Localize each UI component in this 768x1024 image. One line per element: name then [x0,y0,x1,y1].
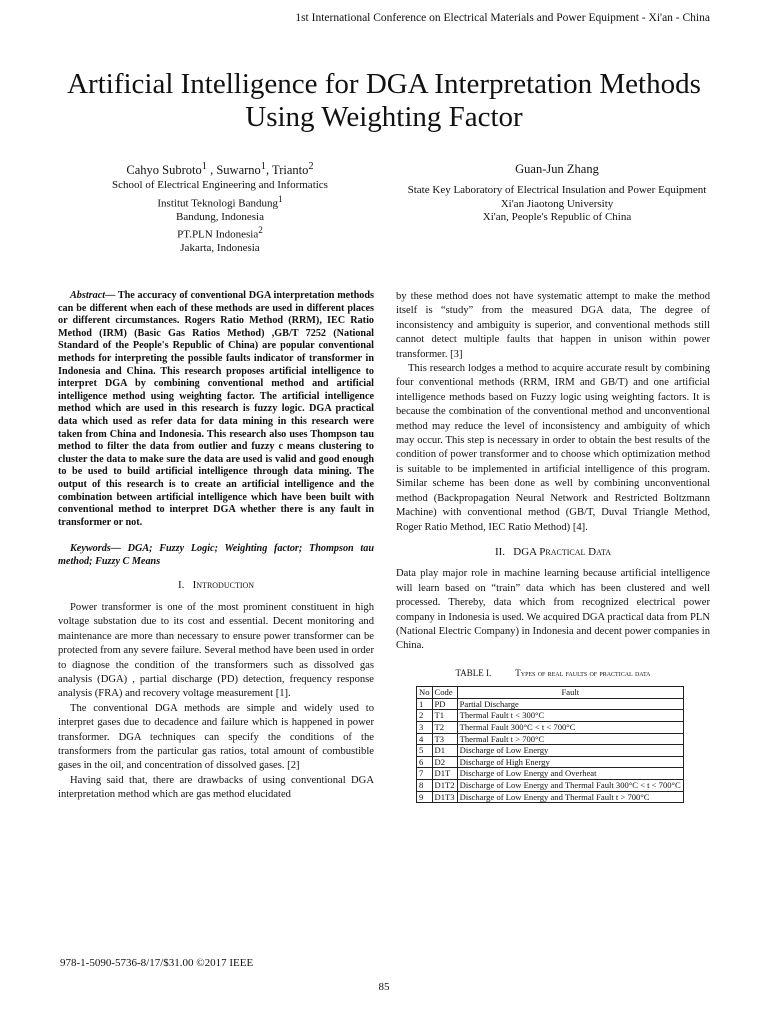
section-rest: ata [596,545,612,558]
table-cell: Thermal Fault t > 700°C [457,733,683,745]
affiliation-line: Xi'an Jiaotong University [500,197,614,210]
table-cell: Thermal Fault 300°C < t < 700°C [457,721,683,733]
table-cell: 2 [417,710,433,722]
abstract-dash: — [105,290,118,301]
paragraph: by these method does not have systematic attempt to make the method itself is “study” from the measured DGA data, The degree of inconsistency and ambiguity is superior, and conventional methods still cannot detect multiple faults that happen in unison within power transformer. [3] [396,291,710,360]
keywords-label: Keywords [70,543,111,555]
table-row [417,710,684,722]
table-caption [396,666,710,680]
author-separator: , [266,163,273,178]
table-row [417,698,684,710]
abstract-text: The accuracy of conventional DGA interpretation methods can be different when each of these methods are used in different places or different circumstances. Rogers Ratio Method (RRM), IEC Ratio Method (IRM) (Basic Gas Ratios Method) ,GB/T 7252 (National Standard of the People's Republic of China) are popular conventional methods for interpreting the possible faults indicator of transformer in Indonesia and China. This research proposes artificial intelligence to interpret DGA by combining conventional method and artificial intelligence method using weighting factor. The artificial intelligence method which are used in this research is fuzzy logic. DGA practical data which used as refer data for data mining in this research were taken from China and Indonesia. This research also uses Thompson tau method to filter the data from outlier and fuzzy c means clustering to cluster the data to make sure the data are used is valid and good enough to be used to build artificial intelligence through data mining. The output of this research is to create an artificial intelligence and the combination between artificial intelligence which have been built with conventional method to interpret DGA whether there is any fault in transformer or not. [58,290,374,528]
table-cell: D1T2 [432,779,457,791]
table-row [417,779,684,791]
paragraph: The conventional DGA methods are simple and widely used to interpret gases due to decadence and failure which is happened in power transformer. DGA techniques can specify the conditions of the transformers from the particular gas ratios, total amount of combustible gases in the oil, and concentration of dissolved gases. [2] [58,702,374,772]
table-cell: D1T [432,768,457,780]
table-cell: T2 [432,721,457,733]
author-names-left [60,158,380,179]
affiliation-line: School of Electrical Engineering and Informatics [112,179,328,192]
table-cell: 1 [417,698,433,710]
affiliation-sup: 1 [278,193,283,204]
paragraph: This research lodges a method to acquire accurate result by combining four conventional methods (RRM, IRM and GB/T) and one artificial intelligence methods based on Fuzzy logic using weighting factors. It is because the combination of the conventional method and unconventional method may reduce the level of inconsistency and ambiguity of which may occur. This step is necessary in order to obtain the best results of the condition of power transformer and to choose which optimization method is suitable to be implemented in artificial intelligence of this program. Similar scheme has been done as well by combining unconventional method (Backpropagation Neural Network and Restricted Boltzmann Machine) with conventional method (GB/T, Duval Triangle Method, Roger Ratio Method, IEC Ratio Method) [4]. [396,363,710,533]
author-name: Trianto [272,163,309,178]
author-separator: , [206,163,217,178]
section-initial: D [585,545,597,558]
section-initial: DGA P [513,545,546,558]
table-row [417,791,684,803]
conference-header: 1st International Conference on Electrical Materials and Power Equipment - Xi'an - China [295,12,710,24]
author-block-left [60,158,380,256]
table-cell: Discharge of Low Energy and Thermal Fault t > 700°C [457,791,683,803]
section-heading-introduction [58,578,374,592]
table-cell: T3 [432,733,457,745]
paragraph: Having said that, there are drawbacks of using conventional DGA interpretation method which are gas method elucidated [58,774,374,801]
table-cell: Discharge of Low Energy [457,745,683,757]
table-row [417,768,684,780]
table-cell: 9 [417,791,433,803]
footer-isbn: 978-1-5090-5736-8/17/$31.00 ©2017 IEEE [60,957,254,969]
page-number: 85 [378,981,390,993]
table-row [417,721,684,733]
section-number: II. [494,545,506,558]
author-sup: 1 [260,161,266,172]
affiliation-line [60,193,380,211]
table-row [417,756,684,768]
table-cell: D1 [432,745,457,757]
table-cell: 6 [417,756,433,768]
table-cell: Discharge of Low Energy and Overheat [457,768,683,780]
table-caption-text: Types of real faults of practical data [515,667,651,678]
paragraph: Power transformer is one of the most prominent constituent in high voltage substation due to its cost and essential. Decent monitoring and maintenance are more than necessary to ensure power transformer can be protected from any severe failure. Several method have been used in order to diagnose the condition of the transformers such as dissolved gas analysis (DGA) , partial discharge (PD) detection, frequency response analysis (FRA) and recovery voltage measurement [1]. [58,601,374,700]
section-number: I. [177,579,185,592]
author-block-right [392,161,722,225]
affiliation-sup: 2 [258,225,263,236]
table-header-code: Code [432,687,457,699]
author-sup: 2 [308,161,314,172]
affiliation-line: Xi'an, People's Republic of China [482,211,632,223]
table-cell: Discharge of High Energy [457,756,683,768]
paper-title: Artificial Intelligence for DGA Interpretation Methods Using Weighting Factor [67,68,701,133]
table-cell: Discharge of Low Energy and Thermal Fault 300°C < t < 700°C [457,779,683,791]
affiliation-text: Institut Teknologi Bandung [157,197,279,210]
faults-table [416,686,684,803]
table-cell: Partial Discharge [457,698,683,710]
affiliation-line: Jakarta, Indonesia [180,242,260,255]
table-cell: D1T3 [432,791,457,803]
table-header-no: No [417,687,433,699]
table-cell: 3 [417,721,433,733]
section-initial: I [192,579,197,592]
author-name: Suwarno [216,163,261,178]
section-heading-dga-practical-data [396,545,710,559]
table-label: TABLE I. [455,667,492,678]
abstract [58,290,374,529]
table-cell: 5 [417,745,433,757]
table-row [417,733,684,745]
affiliation-line: State Key Laboratory of Electrical Insulation and Power Equipment [407,184,707,196]
table-cell: PD [432,698,457,710]
keywords-text: — DGA; Fuzzy Logic; Weighting factor; Thompson tau method; Fuzzy C Means [58,543,374,567]
author-name: Cahyo Subroto [126,163,202,178]
section-rest: ractical [545,545,586,558]
column-left [58,290,374,803]
affiliation-text: PT.PLN Indonesia [177,228,259,241]
table-cell: Thermal Fault t < 300°C [457,710,683,722]
table-header-row [417,687,684,699]
table-cell: D2 [432,756,457,768]
affiliation-line: Bandung, Indonesia [176,210,264,223]
author-sup: 1 [201,161,207,172]
table-cell: T1 [432,710,457,722]
table-header-fault: Fault [457,687,683,699]
table-cell: 8 [417,779,433,791]
table-row [417,745,684,757]
table-cell: 4 [417,733,433,745]
table-cell: 7 [417,768,433,780]
keywords [58,543,374,568]
affiliation-line [60,224,380,242]
section-rest: ntroduction [196,579,255,592]
column-right [396,290,710,803]
author-name: Guan-Jun Zhang [515,162,599,176]
abstract-label: Abstract [70,290,106,301]
paragraph: Data play major role in machine learning because artificial intelligence will learn based on “train” data which has been clustered and well processed. Thereby, data which from recognized electrical power company in Indonesia is used. We acquired DGA practical data from PLN (National Electric Company) in Indonesia and decent power companies in China. [396,568,710,652]
